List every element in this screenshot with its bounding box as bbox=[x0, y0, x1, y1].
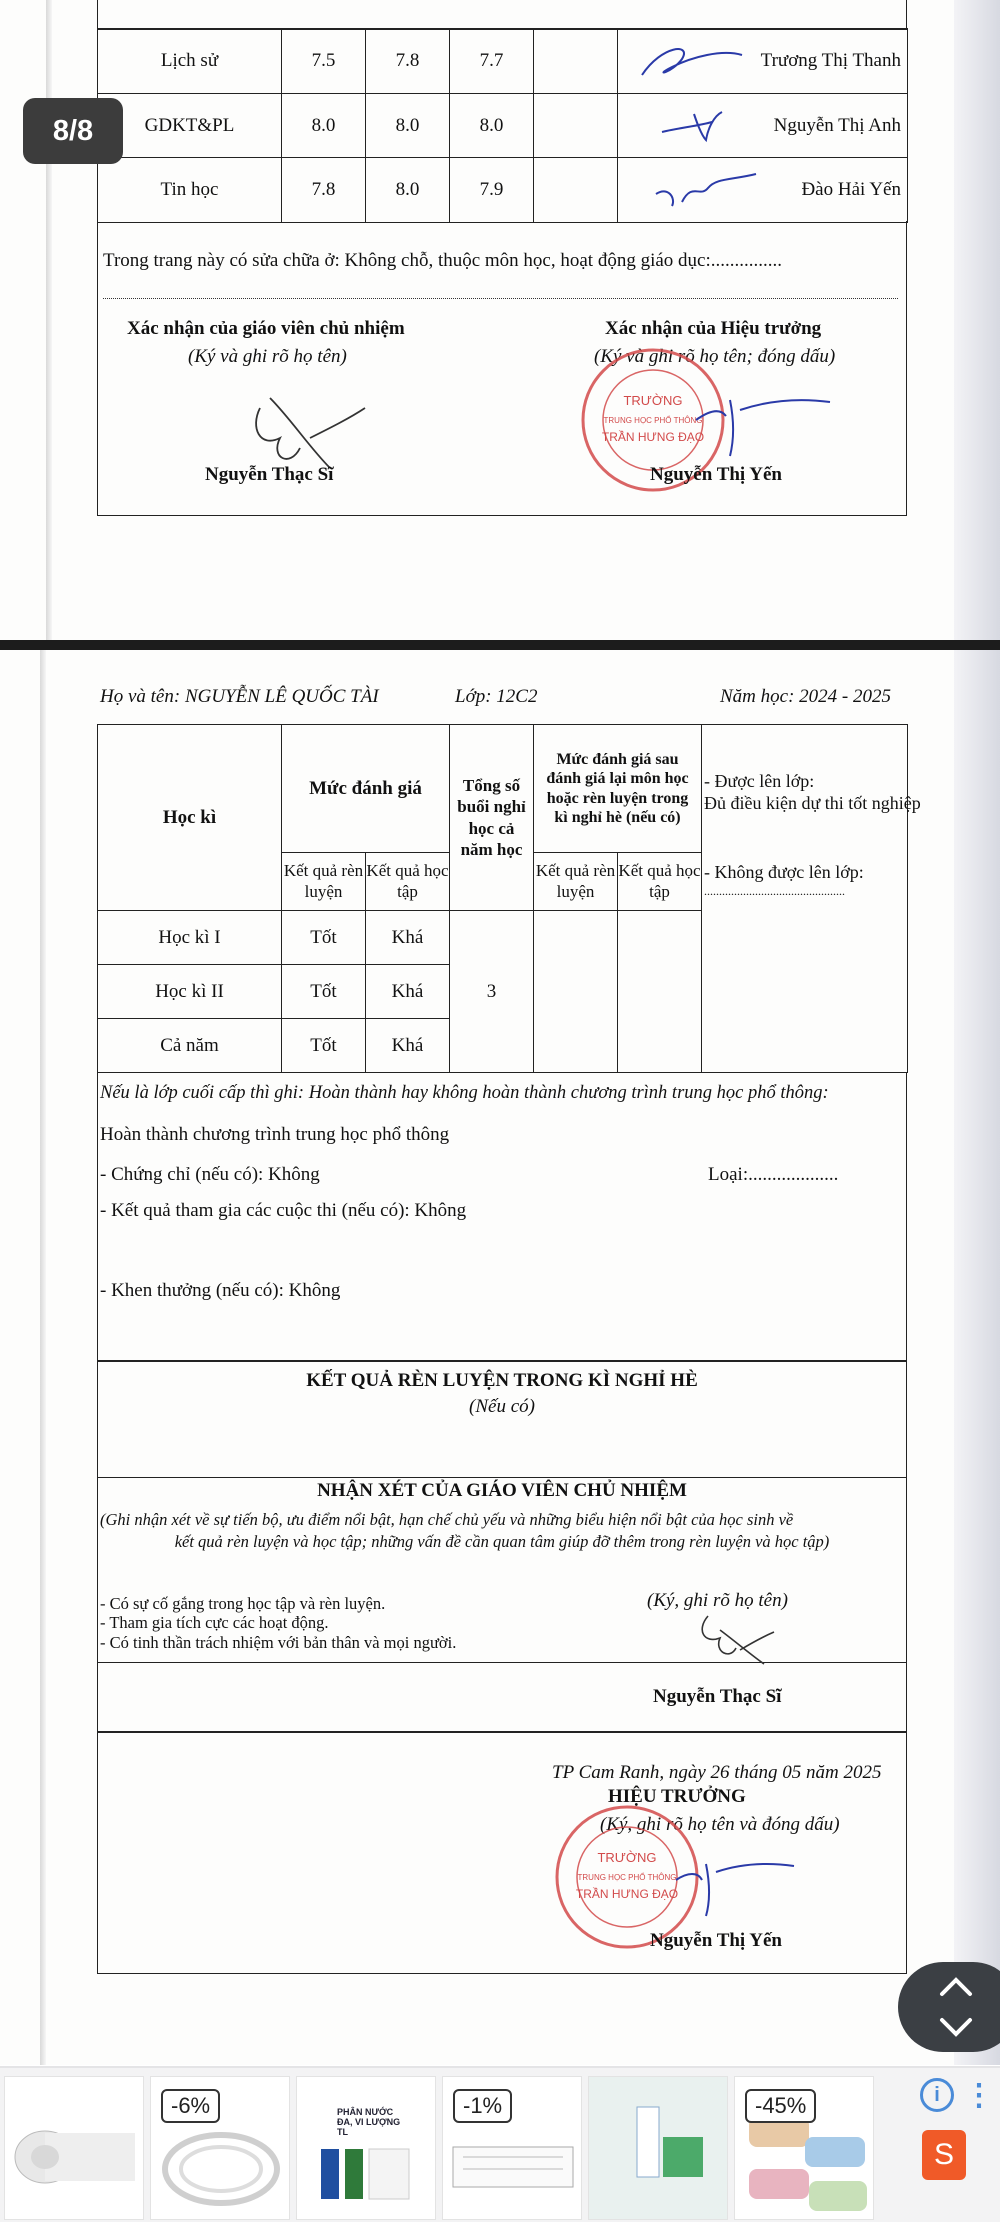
not-promoted-dots: ............................................... bbox=[704, 883, 845, 898]
svg-text:TRƯỜNG: TRƯỜNG bbox=[597, 1850, 657, 1865]
homeroom-signature-icon bbox=[240, 378, 370, 478]
scroll-control[interactable] bbox=[898, 1962, 1000, 2052]
ad-banner[interactable] bbox=[0, 2066, 1000, 2222]
ad-product-1[interactable] bbox=[4, 2076, 144, 2220]
discount-badge: -1% bbox=[453, 2089, 512, 2123]
teacher-name: Trương Thị Thanh bbox=[760, 50, 901, 71]
grade-row bbox=[98, 94, 908, 158]
discount-badge: -45% bbox=[745, 2089, 816, 2123]
ad-product-5[interactable] bbox=[588, 2076, 728, 2220]
ad-product-4[interactable] bbox=[442, 2076, 582, 2220]
conduct-value: Tốt bbox=[282, 965, 366, 1019]
ad-info-icon[interactable]: i bbox=[920, 2078, 954, 2112]
grade-semester-2: 7.8 bbox=[366, 29, 450, 94]
student-name: Họ và tên: NGUYỄN LÊ QUỐC TÀI bbox=[100, 686, 379, 707]
competition-line: - Kết quả tham gia các cuộc thi (nếu có): Không bbox=[100, 1200, 467, 1221]
chevron-down-icon[interactable] bbox=[936, 2014, 976, 2040]
grade-row bbox=[98, 29, 908, 94]
principal-hint: (Ký, ghi rõ họ tên và đóng dấu) bbox=[600, 1814, 840, 1835]
teacher-cell bbox=[618, 29, 908, 94]
school-year: Năm học: 2024 - 2025 bbox=[720, 686, 891, 707]
teacher-sign-hint: (Ký, ghi rõ họ tên) bbox=[647, 1590, 788, 1611]
principal-name: Nguyễn Thị Yến bbox=[650, 464, 782, 485]
header-reeval-conduct: Kết quả rèn luyện bbox=[534, 853, 618, 911]
teacher-sign-section bbox=[97, 1661, 907, 1733]
grade-semester-1: 8.0 bbox=[282, 94, 366, 158]
dotted-line bbox=[103, 298, 898, 299]
correction-note: Trong trang này có sửa chữa ở: Không chỗ, thuộc môn học, hoạt động giáo dục:............... bbox=[103, 250, 782, 271]
grade-semester-1: 7.5 bbox=[282, 29, 366, 94]
ad-product-3[interactable] bbox=[296, 2076, 436, 2220]
shop-bag-icon[interactable]: S bbox=[922, 2130, 966, 2180]
svg-text:TRUNG HỌC PHỔ THÔNG: TRUNG HỌC PHỔ THÔNG bbox=[603, 416, 703, 425]
empty-cell bbox=[534, 29, 618, 94]
final-grade-note: Nếu là lớp cuối cấp thì ghi: Hoàn thành hay không hoàn thành chương trình trung học phổ thông: bbox=[100, 1083, 829, 1103]
grade-year: 8.0 bbox=[450, 94, 534, 158]
principal-signature-icon bbox=[690, 380, 840, 460]
certificate-line: - Chứng chỉ (nếu có): Không bbox=[100, 1164, 320, 1185]
class-name: Lớp: 12C2 bbox=[455, 686, 538, 707]
comment-item: - Có tinh thần trách nhiệm với bản thân và mọi người. bbox=[100, 1633, 457, 1652]
header-study: Kết quả học tập bbox=[366, 853, 450, 911]
report-page-summary bbox=[0, 650, 1000, 2065]
signature-icon bbox=[632, 37, 752, 87]
supplement-icon bbox=[589, 2077, 728, 2220]
svg-text:TRẦN HƯNG ĐẠO: TRẦN HƯNG ĐẠO bbox=[601, 430, 705, 444]
comment-hint-line-2: kết quả rèn luyện và học tập; những vấn đề cần quan tâm giúp đỡ thêm trong rèn luyện và học tập) bbox=[174, 1532, 830, 1551]
term-label: Cả năm bbox=[98, 1019, 282, 1073]
conduct-value: Tốt bbox=[282, 1019, 366, 1073]
summary-table bbox=[97, 724, 921, 1073]
homeroom-confirm-title: Xác nhận của giáo viên chủ nhiệm bbox=[127, 318, 405, 339]
header-rating: Mức đánh giá bbox=[282, 725, 450, 853]
subject-grades-table bbox=[97, 28, 908, 223]
comment-hint-line-1: (Ghi nhận xét về sự tiến bộ, ưu điểm nổi bật, hạn chế chủ yếu và những biểu hiện nổi bật của học sinh về bbox=[100, 1510, 794, 1529]
place-date: TP Cam Ranh, ngày 26 tháng 05 năm 2025 bbox=[552, 1762, 882, 1783]
comment-item: - Tham gia tích cực các hoạt động. bbox=[100, 1613, 329, 1632]
header-term: Học kì bbox=[98, 725, 282, 911]
not-promoted-label: - Không được lên lớp: bbox=[704, 862, 864, 883]
comment-title: NHẬN XÉT CỦA GIÁO VIÊN CHỦ NHIỆM bbox=[317, 1480, 687, 1501]
completion-status: Hoàn thành chương trình trung học phổ thông bbox=[100, 1124, 450, 1145]
empty-cell bbox=[534, 94, 618, 158]
chevron-up-icon[interactable] bbox=[936, 1974, 976, 2000]
conduct-value: Tốt bbox=[282, 911, 366, 965]
term-label: Học kì I bbox=[98, 911, 282, 965]
grade-row bbox=[98, 158, 908, 223]
principal-name: Nguyễn Thị Yến bbox=[650, 1930, 782, 1951]
report-page-top bbox=[0, 0, 1000, 640]
header-conduct: Kết quả rèn luyện bbox=[282, 853, 366, 911]
empty-cell bbox=[534, 158, 618, 223]
promotion-cell bbox=[702, 725, 921, 1073]
homeroom-name: Nguyễn Thạc Sĩ bbox=[205, 464, 334, 485]
promoted-label: - Được lên lớp: bbox=[704, 771, 815, 791]
principal-title: HIỆU TRƯỞNG bbox=[608, 1786, 746, 1807]
grade-semester-2: 8.0 bbox=[366, 158, 450, 223]
signature-icon bbox=[658, 102, 738, 150]
principal-signature-icon bbox=[670, 1850, 800, 1920]
ad-product-6[interactable] bbox=[734, 2076, 874, 2220]
signature-icon bbox=[652, 168, 762, 212]
page-indicator: 8/8 bbox=[23, 98, 123, 164]
teacher-cell bbox=[618, 94, 908, 158]
study-value: Khá bbox=[366, 911, 450, 965]
summer-title: KẾT QUẢ RÈN LUYỆN TRONG KÌ NGHỈ HÈ bbox=[306, 1370, 698, 1391]
study-value: Khá bbox=[366, 965, 450, 1019]
page-divider bbox=[0, 640, 1000, 650]
teacher-name: Nguyễn Thạc Sĩ bbox=[653, 1686, 782, 1707]
comment-item: - Có sự cố gắng trong học tập và rèn luyện. bbox=[100, 1594, 386, 1613]
teacher-name: Đào Hải Yến bbox=[801, 179, 901, 200]
header-absence: Tổng số buổi nghỉ học cả năm học bbox=[450, 725, 534, 911]
certificate-type: Loại:................... bbox=[708, 1164, 839, 1185]
header-reeval-study: Kết quả học tập bbox=[618, 853, 702, 911]
filter-roll-icon bbox=[5, 2077, 144, 2220]
awards-line: - Khen thưởng (nếu có): Không bbox=[100, 1280, 341, 1301]
principal-confirm-title: Xác nhận của Hiệu trưởng bbox=[605, 318, 822, 339]
term-label: Học kì II bbox=[98, 965, 282, 1019]
study-value: Khá bbox=[366, 1019, 450, 1073]
svg-text:TRẦN HƯNG ĐẠO: TRẦN HƯNG ĐẠO bbox=[575, 1887, 679, 1901]
bottles-icon bbox=[311, 2129, 421, 2209]
principal-confirm-hint: (Ký và ghi rõ họ tên; đóng dấu) bbox=[594, 346, 836, 367]
grade-year: 7.9 bbox=[450, 158, 534, 223]
summer-hint: (Nếu có) bbox=[469, 1396, 535, 1417]
subject-name: Lịch sử bbox=[98, 29, 282, 94]
svg-text:TRUNG HỌC PHỔ THÔNG: TRUNG HỌC PHỔ THÔNG bbox=[577, 1873, 677, 1882]
header-reeval: Mức đánh giá sau đánh giá lại môn học hoặc rèn luyện trong kì nghỉ hè (nếu có) bbox=[534, 725, 702, 853]
reeval-conduct-empty bbox=[534, 911, 618, 1073]
svg-text:TRƯỜNG: TRƯỜNG bbox=[623, 393, 683, 408]
subject-name: GDKT&PL bbox=[98, 94, 282, 158]
absence-count: 3 bbox=[450, 911, 534, 1073]
homeroom-confirm-hint: (Ký và ghi rõ họ tên) bbox=[188, 346, 347, 367]
grade-semester-1: 7.8 bbox=[282, 158, 366, 223]
reeval-study-empty bbox=[618, 911, 702, 1073]
grade-semester-2: 8.0 bbox=[366, 94, 450, 158]
discount-badge: -6% bbox=[161, 2089, 220, 2123]
teacher-name: Nguyễn Thị Anh bbox=[773, 114, 901, 136]
teacher-cell bbox=[618, 158, 908, 223]
grade-year: 7.7 bbox=[450, 29, 534, 94]
ad-product-2[interactable] bbox=[150, 2076, 290, 2220]
eligibility-label: Đủ điều kiện dự thi tốt nghiệp bbox=[704, 792, 921, 813]
product-text: PHÂN NƯỚC ĐA, VI LƯỢNG TL bbox=[337, 2107, 401, 2137]
subject-name: Tin học bbox=[98, 158, 282, 223]
ad-more-icon[interactable]: ⋮ bbox=[964, 2079, 994, 2112]
